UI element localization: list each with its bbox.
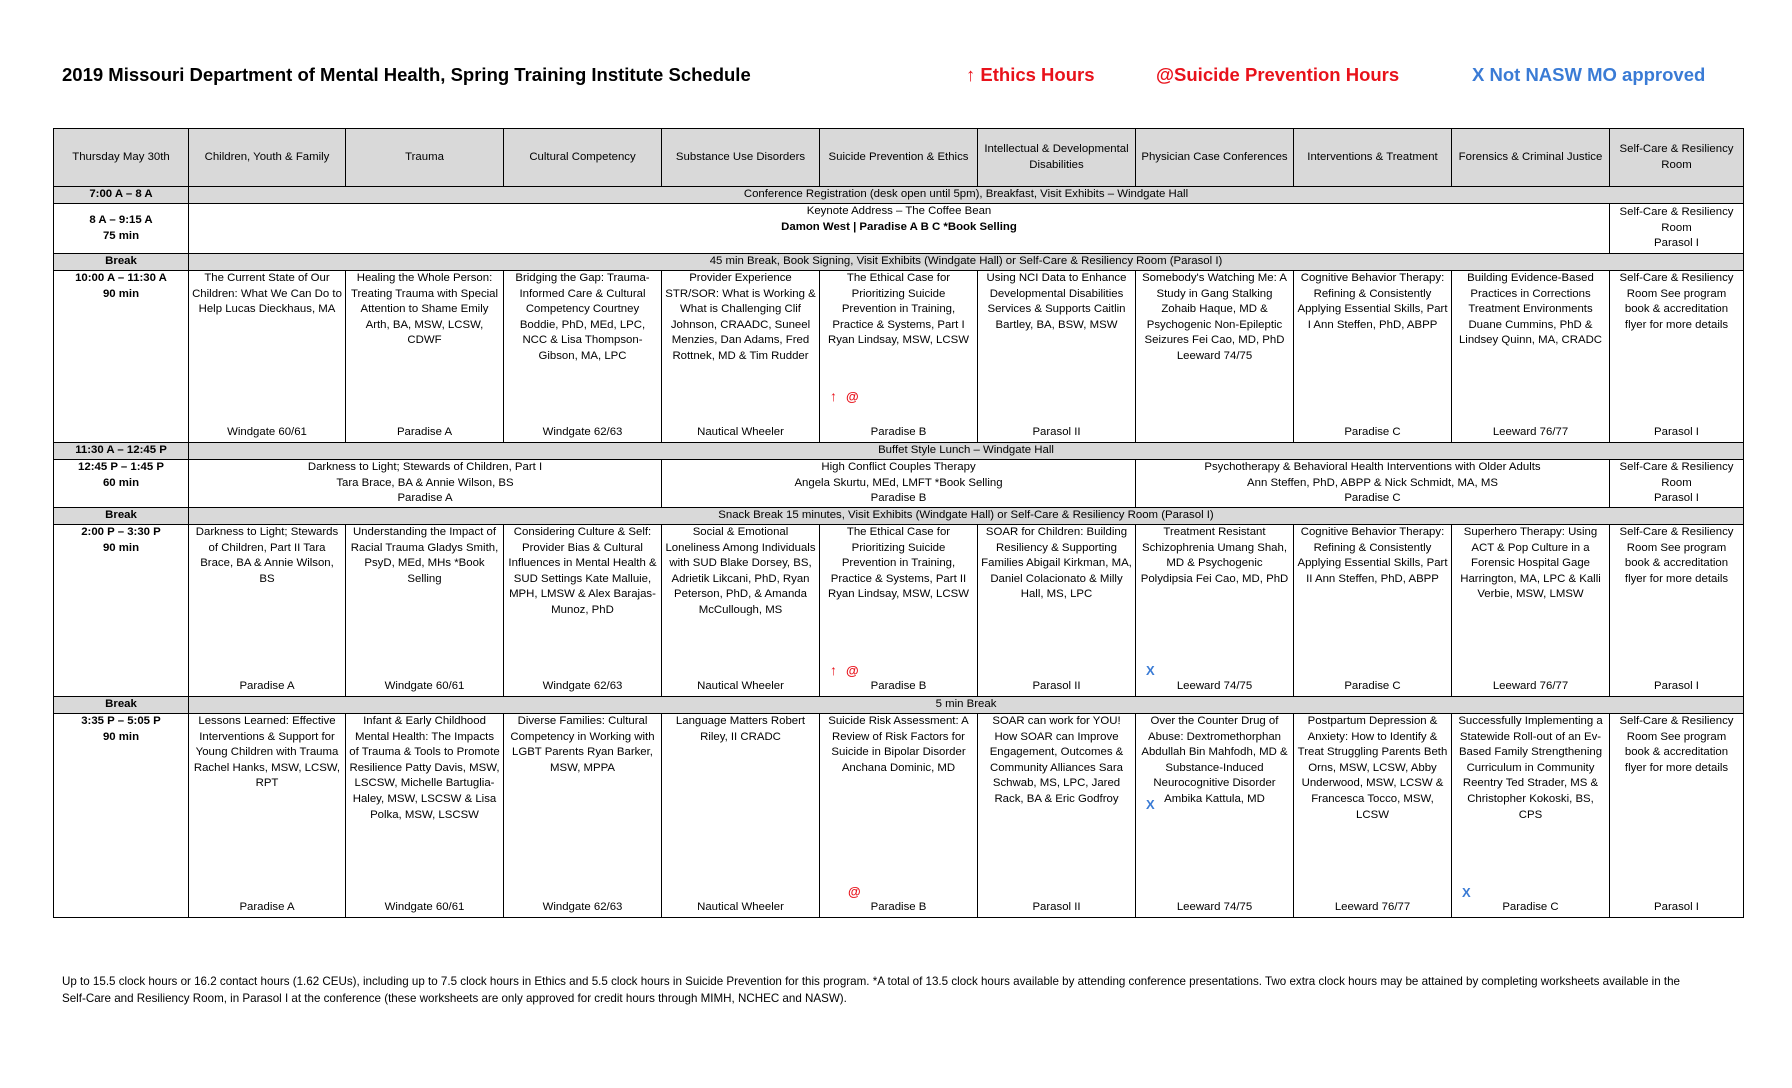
session1-cultural xyxy=(504,271,662,443)
session-room: Paradise B xyxy=(870,680,927,693)
keynote-selfcare-cell xyxy=(1610,204,1744,254)
session-description: Using NCI Data to Enhance Developmental Disabilities Services & Supports Caitlin Bartley, BA, BSW, MSW xyxy=(986,272,1127,331)
session-description: The Ethical Case for Prioritizing Suicide Prevention in Training, Practice & Systems, Part I Ryan Lindsay, MSW, LCSW xyxy=(828,272,969,347)
session3-duration: 90 min xyxy=(102,730,140,743)
session-description: Provider Experience STR/SOR: What is Working & What is Challenging Clif Johnson, CRAADC, Suneel Menzies, Dan Adams, Fred Rottnek, MD & Tim Rudder xyxy=(665,272,816,362)
midday-session-b xyxy=(662,460,1136,508)
session-room: Parasol II xyxy=(1032,901,1081,914)
session-description: Understanding the Impact of Racial Trauma Gladys Smith, PsyD, MEd, MHs *Book Selling xyxy=(350,526,499,585)
registration-time: 7:00 A – 8 A xyxy=(54,187,189,204)
midday-time: 12:45 P – 1:45 P xyxy=(78,461,164,473)
column-header-physician: Physician Case Conferences xyxy=(1136,129,1294,187)
midday-selfcare-title: Self-Care & Resiliency Room xyxy=(1619,461,1734,489)
session-room: Windgate 62/63 xyxy=(542,426,623,439)
midday-b-title: High Conflict Couples Therapy xyxy=(821,461,976,473)
session3-idd xyxy=(978,714,1136,918)
column-header-suicide-ethics: Suicide Prevention & Ethics xyxy=(820,129,978,187)
lunch-text: Buffet Style Lunch – Windgate Hall xyxy=(189,443,1744,460)
session1-interventions xyxy=(1294,271,1452,443)
keynote-duration: 75 min xyxy=(102,229,140,242)
column-header-trauma: Trauma xyxy=(346,129,504,187)
session-room: Paradise A xyxy=(396,426,453,439)
midday-selfcare-cell xyxy=(1610,460,1744,508)
session-description: Bridging the Gap: Trauma-Informed Care & Cultural Competency Courtney Boddie, PhD, MEd, LPC, NCC & Lisa Thompson-Gibson, MA, LPC xyxy=(515,272,650,362)
session1-row xyxy=(54,271,1744,443)
session-description: Self-Care & Resiliency Room See program book & accreditation flyer for more details xyxy=(1619,272,1734,331)
session-description: Language Matters Robert Riley, II CRADC xyxy=(675,715,806,743)
session-description: Infant & Early Childhood Mental Health: The Impacts of Trauma & Tools to Promote Resilience Patty Davis, MSW, LSCSW, Michelle Bartuglia-Haley, MSW, LSCSW & Lisa Polka, MSW, LSCSW xyxy=(349,715,500,821)
session2-trauma xyxy=(346,525,504,697)
session-description: The Ethical Case for Prioritizing Suicide Prevention in Training, Practice & Systems, Part II Ryan Lindsay, MSW, LCSW xyxy=(828,526,969,601)
session1-idd xyxy=(978,271,1136,443)
session-description: Darkness to Light; Stewards of Children, Part II Tara Brace, BA & Annie Wilson, BS xyxy=(195,526,339,585)
legend-suicide-prevention-hours: @Suicide Prevention Hours xyxy=(1156,64,1400,85)
session-description: Diverse Families: Cultural Competency in Working with LGBT Parents Ryan Barker, MSW, MPPA xyxy=(510,715,655,774)
session-description: Somebody's Watching Me: A Study in Gang Stalking Zohaib Haque, MD & Psychogenic Non-Epileptic Seizures Fei Cao, MD, PhD Leeward 74/75 xyxy=(1142,272,1287,362)
session3-trauma xyxy=(346,714,504,918)
session-room: Paradise C xyxy=(1502,901,1559,914)
session-room: Paradise A xyxy=(239,901,295,914)
session1-duration: 90 min xyxy=(102,287,140,300)
legend-not-nasw-approved: X Not NASW MO approved xyxy=(1472,64,1706,85)
suicide-prevention-marker-icon: @ xyxy=(846,663,859,679)
session2-suicide-ethics xyxy=(820,525,978,697)
session2-physician xyxy=(1136,525,1294,697)
session2-time: 2:00 P – 3:30 P xyxy=(81,526,161,538)
midday-session-c xyxy=(1136,460,1610,508)
session-room: Leeward 76/77 xyxy=(1492,680,1569,693)
midday-a-room: Paradise A xyxy=(397,492,453,505)
session-description: Healing the Whole Person: Treating Trauma with Special Attention to Shame Emily Arth, BA, MSW, LCSW, CDWF xyxy=(350,272,499,347)
session2-duration: 90 min xyxy=(102,541,140,554)
session1-physician xyxy=(1136,271,1294,443)
keynote-time-cell xyxy=(54,204,189,254)
not-nasw-marker-icon: X xyxy=(1146,663,1155,679)
session-room: Paradise A xyxy=(239,680,295,693)
session2-interventions xyxy=(1294,525,1452,697)
break2-row xyxy=(54,508,1744,525)
session3-cultural xyxy=(504,714,662,918)
session2-time-cell xyxy=(54,525,189,697)
session-description: Postpartum Depression & Anxiety: How to Identify & Treat Struggling Parents Beth Orns, MSW, LCSW, Abby Underwood, MSW, LCSW & Francesca Tocco, MSW, LCSW xyxy=(1297,715,1448,821)
session-room: Parasol II xyxy=(1032,426,1081,439)
not-nasw-marker-icon: X xyxy=(1146,797,1155,812)
session1-forensics xyxy=(1452,271,1610,443)
session-description: Treatment Resistant Schizophrenia Umang Shah, MD & Psychogenic Polydipsia Fei Cao, MD, PhD xyxy=(1140,526,1289,585)
session-room: Paradise C xyxy=(1344,680,1401,693)
session-room: Windgate 62/63 xyxy=(542,680,623,693)
session-description: Cognitive Behavior Therapy: Refining & Consistently Applying Essential Skills, Part I Ann Steffen, PhD, ABPP xyxy=(1297,272,1448,331)
keynote-cell xyxy=(189,204,1610,254)
session2-cultural xyxy=(504,525,662,697)
page-header xyxy=(62,60,1722,90)
keynote-row xyxy=(54,204,1744,254)
break1-text: 45 min Break, Book Signing, Visit Exhibits (Windgate Hall) or Self-Care & Resiliency Room (Parasol I) xyxy=(189,254,1744,271)
session3-interventions xyxy=(1294,714,1452,918)
registration-row xyxy=(54,187,1744,204)
session-room: Nautical Wheeler xyxy=(697,901,784,914)
session-description: Superhero Therapy: Using ACT & Pop Culture in a Forensic Hospital Gage Harrington, MA, LPC & Kalli Verbie, MSW, LMSW xyxy=(1460,526,1601,601)
break3-label: Break xyxy=(54,697,189,714)
midday-c-title: Psychotherapy & Behavioral Health Interventions with Older Adults xyxy=(1204,461,1541,473)
break2-text: Snack Break 15 minutes, Visit Exhibits (Windgate Hall) or Self-Care & Resiliency Room (Parasol I) xyxy=(189,508,1744,525)
session-description: Successfully Implementing a Statewide Roll-out of an Ev-Based Family Strengthening Curriculum in Community Reentry Ted Strader, MS & Christopher Kokoski, BS, CPS xyxy=(1458,715,1603,821)
session1-selfcare xyxy=(1610,271,1744,443)
session-room: Parasol II xyxy=(1032,680,1081,693)
session2-forensics xyxy=(1452,525,1610,697)
legend-ethics-hours: ↑ Ethics Hours xyxy=(966,64,1095,85)
midday-a-title: Darkness to Light; Stewards of Children, Part I xyxy=(307,461,543,473)
session3-children xyxy=(189,714,346,918)
session-room: Windgate 62/63 xyxy=(542,901,623,914)
session3-selfcare xyxy=(1610,714,1744,918)
session-description: Social & Emotional Loneliness Among Individuals with SUD Blake Dorsey, BS, Adrietik Likcani, PhD, Ryan Peterson, PhD, & Amanda McCullough, MS xyxy=(665,526,816,616)
session-room: Leeward 76/77 xyxy=(1334,901,1411,914)
session-room: Nautical Wheeler xyxy=(697,680,784,693)
page-title: 2019 Missouri Department of Mental Health, Spring Training Institute Schedule xyxy=(62,64,751,85)
column-header-cultural: Cultural Competency xyxy=(504,129,662,187)
session-description: Lessons Learned: Effective Interventions & Support for Young Children with Trauma Rachel Hanks, MSW, LCSW, RPT xyxy=(193,715,341,790)
break3-row xyxy=(54,697,1744,714)
midday-time-cell xyxy=(54,460,189,508)
session1-time: 10:00 A – 11:30 A xyxy=(75,272,167,284)
session-description: Self-Care & Resiliency Room See program book & accreditation flyer for more details xyxy=(1619,715,1734,774)
break3-text: 5 min Break xyxy=(189,697,1744,714)
column-header-row xyxy=(54,129,1744,187)
midday-b-presenters: Angela Skurtu, MEd, LMFT *Book Selling xyxy=(794,476,1003,489)
column-header-interventions: Interventions & Treatment xyxy=(1294,129,1452,187)
midday-b-room: Paradise B xyxy=(870,492,927,505)
session1-children xyxy=(189,271,346,443)
session3-forensics xyxy=(1452,714,1610,918)
session-room: Windgate 60/61 xyxy=(384,901,465,914)
session3-physician xyxy=(1136,714,1294,918)
session2-idd xyxy=(978,525,1136,697)
keynote-presenter: Damon West | Paradise A B C *Book Selling xyxy=(781,220,1017,233)
ethics-marker-icon: ↑ xyxy=(830,662,837,679)
keynote-selfcare-title: Self-Care & Resiliency Room xyxy=(1619,206,1734,234)
midday-selfcare-room: Parasol I xyxy=(1654,492,1699,505)
schedule-table xyxy=(53,128,1744,918)
session-room: Paradise B xyxy=(870,426,927,439)
session-room: Windgate 60/61 xyxy=(384,680,465,693)
session1-trauma xyxy=(346,271,504,443)
session-room: Leeward 74/75 xyxy=(1176,901,1253,914)
session-room: Parasol I xyxy=(1654,901,1699,914)
break1-row xyxy=(54,254,1744,271)
column-header-forensics: Forensics & Criminal Justice xyxy=(1452,129,1610,187)
session-room: Nautical Wheeler xyxy=(697,426,784,439)
suicide-prevention-marker-icon: @ xyxy=(846,389,859,405)
session2-children xyxy=(189,525,346,697)
registration-text: Conference Registration (desk open until 5pm), Breakfast, Visit Exhibits – Windgate Hall xyxy=(189,187,1744,204)
session-room: Paradise B xyxy=(870,901,927,914)
column-header-substance: Substance Use Disorders xyxy=(662,129,820,187)
break1-label: Break xyxy=(54,254,189,271)
session-room: Parasol I xyxy=(1654,426,1699,439)
session-description: Self-Care & Resiliency Room See program book & accreditation flyer for more details xyxy=(1619,526,1734,585)
session1-substance xyxy=(662,271,820,443)
midday-row xyxy=(54,460,1744,508)
midday-c-room: Paradise C xyxy=(1344,492,1401,505)
session3-row xyxy=(54,714,1744,918)
session1-time-cell xyxy=(54,271,189,443)
footer-note: Up to 15.5 clock hours or 16.2 contact hours (1.62 CEUs), including up to 7.5 clock hours in Ethics and 5.5 clock hours in Suicide Prevention for this program. *A total of 13.5 clock hours available by attending conference presentations. Two extra clock hours may be attained by completing worksheets available in the Self-Care and Resiliency Room, in Parasol I at the conference (these worksheets are only approved for credit hours through MIMH, NCHEC and NASW). xyxy=(62,975,1681,1005)
session-description: Considering Culture & Self: Provider Bias & Cultural Influences in Mental Health & SUD Settings Kate Malluie, MPH, LMSW & Alex Barajas-Munoz, PhD xyxy=(508,526,657,616)
session-room: Leeward 76/77 xyxy=(1492,426,1569,439)
keynote-selfcare-room: Parasol I xyxy=(1654,237,1699,250)
not-nasw-marker-icon: X xyxy=(1462,885,1471,901)
ethics-marker-icon: ↑ xyxy=(830,388,837,405)
break2-label: Break xyxy=(54,508,189,525)
session3-time-cell xyxy=(54,714,189,918)
session2-substance xyxy=(662,525,820,697)
session2-row xyxy=(54,525,1744,697)
session-room: Parasol I xyxy=(1654,680,1699,693)
session-room: Leeward 74/75 xyxy=(1176,680,1253,693)
session1-suicide-ethics xyxy=(820,271,978,443)
keynote-title: Keynote Address – The Coffee Bean xyxy=(806,205,992,217)
session-description: SOAR for Children: Building Resiliency & Supporting Families Abigail Kirkman, MA, Daniel Colacionato & Milly Hall, MS, LPC xyxy=(981,526,1132,601)
session-description: The Current State of Our Children: What We Can Do to Help Lucas Dieckhaus, MA xyxy=(192,272,342,316)
session-description: SOAR can work for YOU! How SOAR can Improve Engagement, Outcomes & Community Alliances Sara Schwab, MS, LPC, Jared Rack, BA & Eric Godfroy xyxy=(989,715,1124,805)
lunch-time: 11:30 A – 12:45 P xyxy=(54,443,189,460)
session-description: Over the Counter Drug of Abuse: Dextromethorphan Abdullah Bin Mahfodh, MD & Substance-Induced Neurocognitive Disorder Ambika Kattula, MD xyxy=(1141,715,1288,805)
session-description: Cognitive Behavior Therapy: Refining & Consistently Applying Essential Skills, Part II Ann Steffen, PhD, ABPP xyxy=(1297,526,1448,585)
suicide-prevention-marker-icon: @ xyxy=(848,884,861,900)
session-room: Windgate 60/61 xyxy=(227,426,307,439)
session2-selfcare xyxy=(1610,525,1744,697)
session3-time: 3:35 P – 5:05 P xyxy=(81,715,161,727)
column-header-children: Children, Youth & Family xyxy=(189,129,346,187)
lunch-row xyxy=(54,443,1744,460)
midday-c-presenters: Ann Steffen, PhD, ABPP & Nick Schmidt, MA, MS xyxy=(1247,476,1498,489)
session3-substance xyxy=(662,714,820,918)
session3-suicide-ethics xyxy=(820,714,978,918)
session-description: Suicide Risk Assessment: A Review of Risk Factors for Suicide in Bipolar Disorder Anchana Dominic, MD xyxy=(828,715,969,774)
midday-a-presenters: Tara Brace, BA & Annie Wilson, BS xyxy=(336,476,514,489)
column-header-idd: Intellectual & Developmental Disabilities xyxy=(978,129,1136,187)
midday-duration: 60 min xyxy=(102,476,140,489)
session-description: Building Evidence-Based Practices in Corrections Treatment Environments Duane Cummins, PhD & Lindsey Quinn, MA, CRADC xyxy=(1458,272,1603,347)
midday-session-a xyxy=(189,460,662,508)
column-header-day: Thursday May 30th xyxy=(54,129,189,187)
column-header-selfcare: Self-Care & Resiliency Room xyxy=(1610,129,1744,187)
keynote-time: 8 A – 9:15 A xyxy=(89,213,153,226)
session-room: Paradise C xyxy=(1344,426,1401,439)
